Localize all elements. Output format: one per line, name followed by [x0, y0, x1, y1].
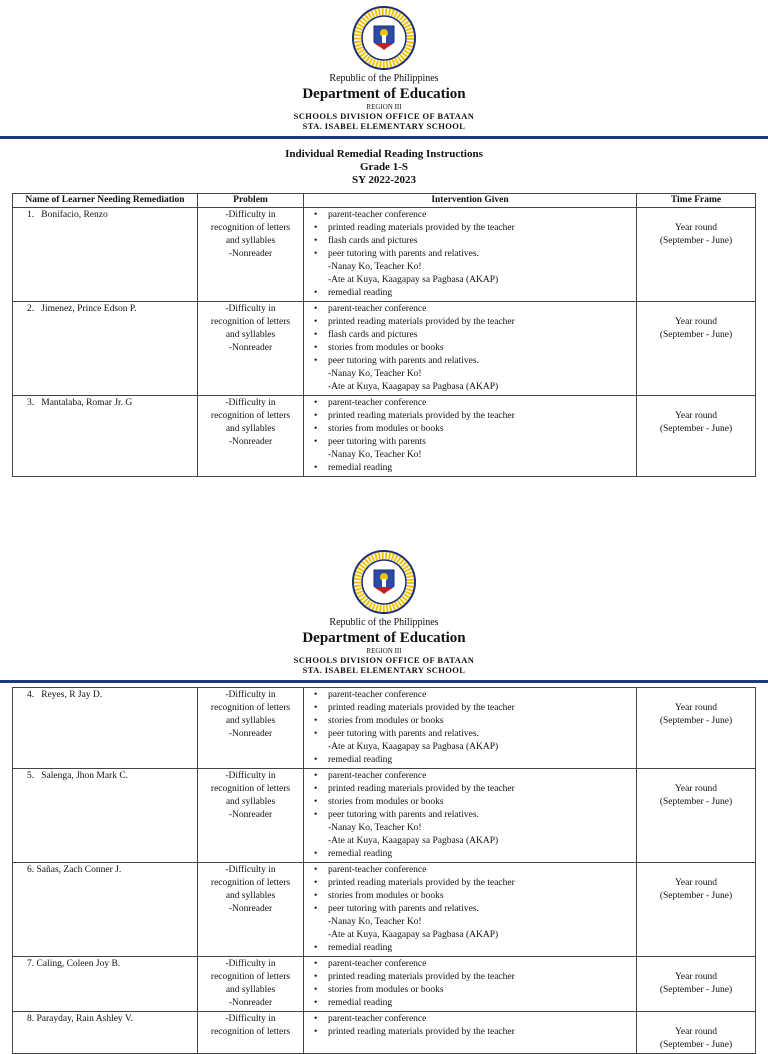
time-frame-line: Year round: [674, 878, 718, 888]
intervention-bullet-item: • printed reading materials provided by the teacher: [328, 1026, 632, 1039]
time-frame-cell: [637, 863, 756, 957]
remedial-table-page-2: [12, 687, 756, 1054]
table-row: [13, 208, 756, 302]
problem-line: -Difficulty in: [225, 398, 276, 408]
intervention-bullet-item: • peer tutoring with parents and relatives.: [328, 248, 632, 261]
problem-line: -Difficulty in: [225, 771, 276, 781]
intervention-bullet-item: • peer tutoring with parents and relatives.: [328, 903, 632, 916]
table-body-1: [13, 208, 756, 477]
problem-line: -Nonreader: [228, 810, 273, 820]
intervention-bullet-item: • parent-teacher conference: [328, 864, 632, 877]
header-rule: [0, 680, 768, 683]
intervention-cell: [304, 769, 637, 863]
time-frame-line: (September - June): [659, 236, 733, 246]
problem-line: recognition of letters: [210, 972, 291, 982]
problem-line: -Difficulty in: [225, 304, 276, 314]
intervention-sub-item: -Nanay Ko, Teacher Ko!: [328, 450, 422, 460]
problem-cell: [198, 863, 304, 957]
intervention-bullet-item: • flash cards and pictures: [328, 235, 632, 248]
intervention-bullet-item: • printed reading materials provided by the teacher: [328, 316, 632, 329]
table-row: [13, 769, 756, 863]
intervention-bullet-item: • remedial reading: [328, 942, 632, 955]
intervention-sub-item: -Nanay Ko, Teacher Ko!: [328, 917, 422, 927]
school-label: STA. ISABEL ELEMENTARY SCHOOL: [302, 665, 466, 675]
learner-name: 1. Bonifacio, Renzo: [13, 208, 198, 302]
problem-line: -Nonreader: [228, 904, 273, 914]
time-frame-line: (September - June): [659, 424, 733, 434]
intervention-sub-item: -Nanay Ko, Teacher Ko!: [328, 262, 422, 272]
intervention-bullet-item: • parent-teacher conference: [328, 303, 632, 316]
intervention-bullet-item: • stories from modules or books: [328, 342, 632, 355]
problem-line: -Nonreader: [228, 437, 273, 447]
problem-line: and syllables: [225, 330, 276, 340]
problem-line: -Difficulty in: [225, 865, 276, 875]
learner-name: 5. Salenga, Jhon Mark C.: [13, 769, 198, 863]
intervention-bullet-item: • remedial reading: [328, 997, 632, 1010]
intervention-sub-item: -Nanay Ko, Teacher Ko!: [328, 823, 422, 833]
problem-line: and syllables: [225, 891, 276, 901]
time-frame-line: Year round: [674, 972, 718, 982]
intervention-bullet-item: • remedial reading: [328, 462, 632, 475]
school-label: STA. ISABEL ELEMENTARY SCHOOL: [302, 121, 466, 131]
intervention-bullet-item: • printed reading materials provided by the teacher: [328, 702, 632, 715]
intervention-cell: [304, 396, 637, 477]
intervention-bullet-item: • stories from modules or books: [328, 715, 632, 728]
intervention-list: [308, 303, 632, 394]
problem-cell: [198, 302, 304, 396]
problem-line: recognition of letters: [210, 784, 291, 794]
time-frame-line: (September - June): [659, 330, 733, 340]
intervention-bullet-item: • printed reading materials provided by the teacher: [328, 222, 632, 235]
intervention-bullet-item: • remedial reading: [328, 848, 632, 861]
time-frame-line: Year round: [674, 703, 718, 713]
intervention-bullet-item: • printed reading materials provided by the teacher: [328, 877, 632, 890]
intervention-bullet-item: • stories from modules or books: [328, 423, 632, 436]
department-title: Department of Education: [302, 86, 466, 102]
problem-line: -Nonreader: [228, 729, 273, 739]
deped-seal-icon: [352, 550, 416, 614]
intervention-sub-item: -Ate at Kuya, Kaagapay sa Pagbasa (AKAP): [328, 930, 499, 940]
time-frame-line: (September - June): [659, 1040, 733, 1050]
intervention-list: [308, 770, 632, 861]
intervention-bullet-item: • parent-teacher conference: [328, 1013, 632, 1026]
col-header-time-frame: Time Frame: [637, 194, 756, 208]
intervention-cell: [304, 302, 637, 396]
time-frame-line: Year round: [674, 411, 718, 421]
problem-cell: [198, 208, 304, 302]
problem-cell: [198, 688, 304, 769]
intervention-sub-item: -Ate at Kuya, Kaagapay sa Pagbasa (AKAP): [328, 275, 499, 285]
region-label: REGION III: [366, 647, 402, 655]
intervention-bullet-item: • printed reading materials provided by the teacher: [328, 971, 632, 984]
intervention-list: [308, 864, 632, 955]
time-frame-cell: [637, 769, 756, 863]
table-row: [13, 957, 756, 1012]
problem-cell: [198, 957, 304, 1012]
intervention-list: [308, 397, 632, 475]
time-frame-line: (September - June): [659, 985, 733, 995]
learner-name: 4. Reyes, R Jay D.: [13, 688, 198, 769]
intervention-list: [308, 209, 632, 300]
intervention-bullet-item: • parent-teacher conference: [328, 958, 632, 971]
time-frame-line: Year round: [674, 784, 718, 794]
problem-line: recognition of letters: [210, 223, 291, 233]
problem-line: -Difficulty in: [225, 959, 276, 969]
learner-name: 7. Caling, Coleen Joy B.: [13, 957, 198, 1012]
time-frame-line: Year round: [674, 1027, 718, 1037]
intervention-list: [308, 689, 632, 767]
problem-cell: [198, 396, 304, 477]
intervention-bullet-item: • parent-teacher conference: [328, 209, 632, 222]
title-line-2: Grade 1-S: [360, 161, 408, 173]
region-label: REGION III: [366, 103, 402, 111]
problem-line: -Difficulty in: [225, 210, 276, 220]
problem-line: and syllables: [225, 424, 276, 434]
problem-line: recognition of letters: [210, 703, 291, 713]
time-frame-cell: [637, 302, 756, 396]
intervention-bullet-item: • printed reading materials provided by the teacher: [328, 783, 632, 796]
problem-line: -Nonreader: [228, 343, 273, 353]
problem-line: -Nonreader: [228, 998, 273, 1008]
republic-label: Republic of the Philippines: [329, 617, 439, 628]
intervention-cell: [304, 208, 637, 302]
title-line-1: Individual Remedial Reading Instructions: [285, 148, 483, 160]
header-rule: [0, 136, 768, 139]
time-frame-cell: [637, 396, 756, 477]
time-frame-cell: [637, 688, 756, 769]
republic-label: Republic of the Philippines: [329, 73, 439, 84]
col-header-name: Name of Learner Needing Remediation: [13, 194, 198, 208]
intervention-cell: [304, 1012, 637, 1054]
problem-line: -Nonreader: [228, 249, 273, 259]
learner-name: 6. Sañas, Zach Conner J.: [13, 863, 198, 957]
table-header-row: [13, 194, 756, 208]
intervention-bullet-item: • peer tutoring with parents: [328, 436, 632, 449]
problem-line: -Difficulty in: [225, 1014, 276, 1024]
intervention-bullet-item: • peer tutoring with parents and relatives.: [328, 355, 632, 368]
intervention-sub-item: -Ate at Kuya, Kaagapay sa Pagbasa (AKAP): [328, 382, 499, 392]
table-row: [13, 302, 756, 396]
table-row: [13, 1012, 756, 1054]
problem-line: -Difficulty in: [225, 690, 276, 700]
intervention-bullet-item: • peer tutoring with parents and relatives.: [328, 728, 632, 741]
title-line-3: SY 2022-2023: [351, 174, 417, 186]
intervention-bullet-item: • remedial reading: [328, 287, 632, 300]
time-frame-line: (September - June): [659, 797, 733, 807]
table-row: [13, 396, 756, 477]
problem-line: recognition of letters: [210, 1027, 291, 1037]
problem-line: recognition of letters: [210, 878, 291, 888]
learner-name: 2. Jimenez, Prince Edson P.: [13, 302, 198, 396]
learner-name: 3. Mantalaba, Romar Jr. G: [13, 396, 198, 477]
intervention-cell: [304, 688, 637, 769]
table-row: [13, 863, 756, 957]
problem-cell: [198, 1012, 304, 1054]
problem-line: and syllables: [225, 797, 276, 807]
intervention-sub-item: -Nanay Ko, Teacher Ko!: [328, 369, 422, 379]
problem-line: and syllables: [225, 716, 276, 726]
letterhead: [0, 550, 768, 675]
time-frame-cell: [637, 208, 756, 302]
col-header-problem: Problem: [198, 194, 304, 208]
intervention-bullet-item: • parent-teacher conference: [328, 689, 632, 702]
document-title: [0, 148, 768, 187]
intervention-bullet-item: • flash cards and pictures: [328, 329, 632, 342]
problem-cell: [198, 769, 304, 863]
time-frame-cell: [637, 1012, 756, 1054]
time-frame-cell: [637, 957, 756, 1012]
division-label: SCHOOLS DIVISION OFFICE OF BATAAN: [293, 111, 475, 121]
division-label: SCHOOLS DIVISION OFFICE OF BATAAN: [293, 655, 475, 665]
deped-seal-icon: [352, 6, 416, 70]
learner-name: 8. Parayday, Rain Ashley V.: [13, 1012, 198, 1054]
intervention-sub-item: -Ate at Kuya, Kaagapay sa Pagbasa (AKAP): [328, 742, 499, 752]
intervention-bullet-item: • peer tutoring with parents and relatives.: [328, 809, 632, 822]
table-body-2: [13, 688, 756, 1054]
remedial-table-page-1: [12, 193, 756, 477]
time-frame-line: (September - June): [659, 891, 733, 901]
time-frame-line: Year round: [674, 223, 718, 233]
intervention-list: [308, 958, 632, 1010]
intervention-bullet-item: • parent-teacher conference: [328, 397, 632, 410]
problem-line: and syllables: [225, 236, 276, 246]
intervention-bullet-item: • stories from modules or books: [328, 796, 632, 809]
intervention-bullet-item: • parent-teacher conference: [328, 770, 632, 783]
col-header-intervention: Intervention Given: [304, 194, 637, 208]
letterhead: [0, 6, 768, 131]
intervention-bullet-item: • stories from modules or books: [328, 890, 632, 903]
intervention-cell: [304, 863, 637, 957]
intervention-bullet-item: • stories from modules or books: [328, 984, 632, 997]
problem-line: recognition of letters: [210, 411, 291, 421]
table-row: [13, 688, 756, 769]
time-frame-line: Year round: [674, 317, 718, 327]
problem-line: and syllables: [225, 985, 276, 995]
intervention-bullet-item: • remedial reading: [328, 754, 632, 767]
problem-line: recognition of letters: [210, 317, 291, 327]
intervention-sub-item: -Ate at Kuya, Kaagapay sa Pagbasa (AKAP): [328, 836, 499, 846]
time-frame-line: (September - June): [659, 716, 733, 726]
intervention-bullet-item: • printed reading materials provided by the teacher: [328, 410, 632, 423]
intervention-list: [308, 1013, 632, 1039]
intervention-cell: [304, 957, 637, 1012]
department-title: Department of Education: [302, 630, 466, 646]
